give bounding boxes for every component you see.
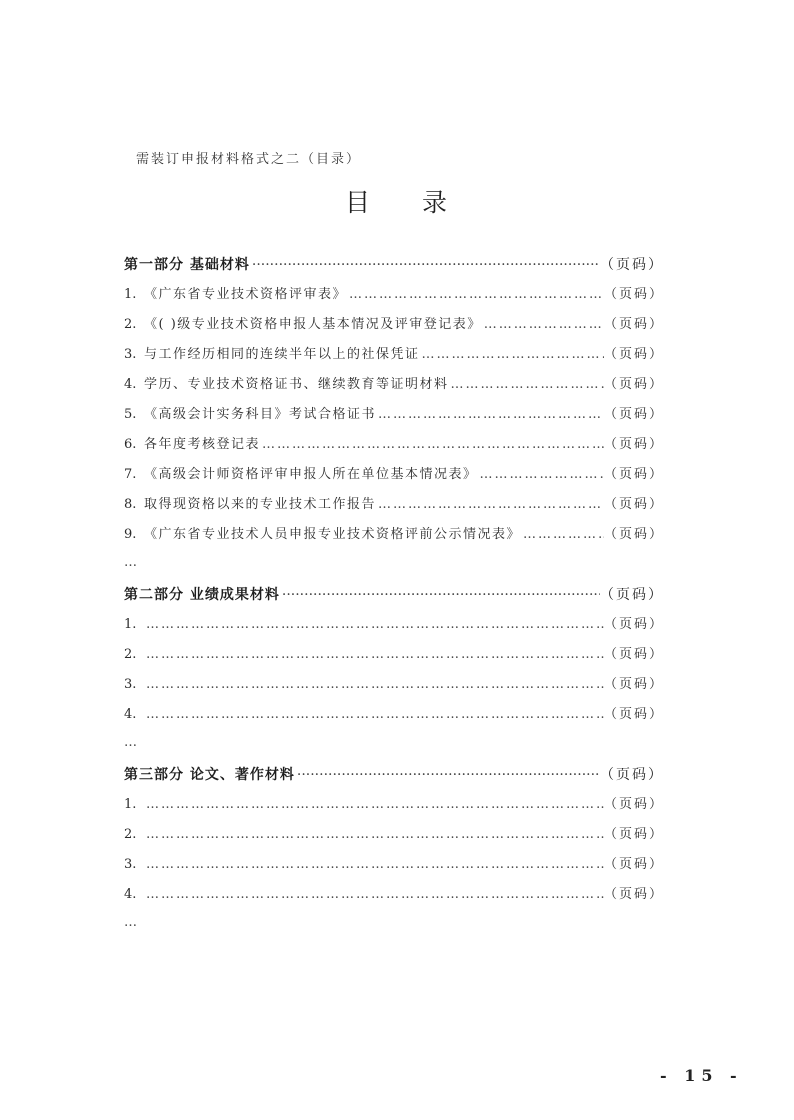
- page-ref: （页码）: [603, 647, 664, 662]
- entry-label: 学历、专业技术资格证书、继续教育等证明材料: [144, 377, 449, 392]
- entry-label: 各年度考核登记表: [144, 437, 261, 452]
- dot-leader: [376, 400, 604, 430]
- page-ref: （页码）: [603, 617, 664, 632]
- page-title: 目 录: [345, 188, 469, 217]
- entry-label: 《高级会计师资格评审申报人所在单位基本情况表》: [144, 467, 478, 482]
- entry-label: 《( )级专业技术资格申报人基本情况及评审登记表》: [144, 317, 482, 332]
- entry-label: 与工作经历相同的连续半年以上的社保凭证: [144, 347, 420, 362]
- entry-number: 8.: [124, 497, 137, 512]
- toc-entry: [124, 460, 664, 490]
- toc-entry: [124, 880, 664, 910]
- toc-entry: [124, 640, 664, 670]
- dot-leader: [376, 490, 604, 520]
- toc-entry: [124, 400, 664, 430]
- dot-leader: [144, 880, 604, 910]
- toc-entry: [124, 790, 664, 820]
- dot-leader: [478, 460, 604, 490]
- entry-number: 4.: [124, 377, 137, 392]
- entry-number: 3.: [124, 347, 137, 362]
- page-ref: （页码）: [603, 527, 664, 542]
- dot-leader: [144, 700, 604, 730]
- dot-leader: [144, 640, 604, 670]
- entry-label: 《广东省专业技术资格评审表》: [144, 287, 348, 302]
- page-ref: （页码）: [603, 377, 664, 392]
- entry-number: 5.: [124, 407, 137, 422]
- more-entries-ellipsis: …: [124, 915, 137, 930]
- page-ref: （页码）: [603, 437, 664, 452]
- entry-number: 2.: [124, 827, 137, 842]
- entry-label: 《广东省专业技术人员申报专业技术资格评前公示情况表》: [144, 527, 522, 542]
- page-ref: （页码）: [600, 767, 664, 783]
- header-note: 需装订申报材料格式之二（目录）: [136, 152, 362, 167]
- toc-entry: [124, 430, 664, 460]
- entry-number: 6.: [124, 437, 137, 452]
- toc-entry: [124, 520, 664, 550]
- dot-leader: [260, 430, 604, 460]
- section-heading-label: 第三部分 论文、著作材料: [124, 767, 295, 783]
- page-ref: （页码）: [603, 827, 664, 842]
- section-heading-label: 第二部分 业绩成果材料: [124, 587, 280, 603]
- dot-leader: [250, 250, 600, 280]
- table-of-contents: [124, 250, 664, 940]
- dot-leader: [420, 340, 604, 370]
- more-entries-ellipsis: …: [124, 555, 137, 570]
- entry-number: 3.: [124, 677, 137, 692]
- page-ref: （页码）: [603, 887, 664, 902]
- toc-section-1: [124, 250, 664, 580]
- page-ref: （页码）: [603, 797, 664, 812]
- entry-number: 1.: [124, 287, 137, 302]
- toc-section-heading: [124, 760, 664, 790]
- toc-entry: [124, 850, 664, 880]
- entry-number: 3.: [124, 857, 137, 872]
- dot-leader: [295, 760, 600, 790]
- page-ref: （页码）: [603, 677, 664, 692]
- dot-leader: [449, 370, 604, 400]
- toc-entry: [124, 610, 664, 640]
- more-entries-ellipsis: …: [124, 735, 137, 750]
- dot-leader: [144, 610, 604, 640]
- dot-leader: [280, 580, 600, 610]
- page-ref: （页码）: [603, 407, 664, 422]
- entry-number: 4.: [124, 707, 137, 722]
- entry-label: 取得现资格以来的专业技术工作报告: [144, 497, 377, 512]
- toc-section-2: [124, 580, 664, 760]
- page-ref: （页码）: [603, 707, 664, 722]
- entry-number: 1.: [124, 797, 137, 812]
- toc-entry: [124, 490, 664, 520]
- dot-leader: [482, 310, 604, 340]
- entry-number: 4.: [124, 887, 137, 902]
- toc-section-heading: [124, 580, 664, 610]
- entry-number: 1.: [124, 617, 137, 632]
- page-ref: （页码）: [600, 587, 664, 603]
- dot-leader: [144, 670, 604, 700]
- toc-entry: [124, 340, 664, 370]
- page-ref: （页码）: [603, 287, 664, 302]
- entry-number: 2.: [124, 317, 137, 332]
- toc-section-heading: [124, 250, 664, 280]
- page-ref: （页码）: [603, 857, 664, 872]
- section-heading-label: 第一部分 基础材料: [124, 257, 250, 273]
- page-ref: （页码）: [603, 347, 664, 362]
- entry-number: 7.: [124, 467, 137, 482]
- toc-entry: [124, 700, 664, 730]
- dot-leader: [144, 820, 604, 850]
- page-ref: （页码）: [603, 467, 664, 482]
- entry-number: 2.: [124, 647, 137, 662]
- toc-entry: [124, 310, 664, 340]
- toc-entry: [124, 370, 664, 400]
- toc-entry: [124, 820, 664, 850]
- dot-leader: [144, 850, 604, 880]
- dot-leader: [521, 520, 604, 550]
- page-number: - 15 -: [660, 1066, 743, 1085]
- entry-number: 9.: [124, 527, 137, 542]
- toc-section-3: [124, 760, 664, 940]
- dot-leader: [144, 790, 604, 820]
- page-ref: （页码）: [603, 497, 664, 512]
- page-ref: （页码）: [600, 257, 664, 273]
- entry-label: 《高级会计实务科目》考试合格证书: [144, 407, 377, 422]
- toc-entry: [124, 280, 664, 310]
- dot-leader: [347, 280, 604, 310]
- page-ref: （页码）: [603, 317, 664, 332]
- toc-entry: [124, 670, 664, 700]
